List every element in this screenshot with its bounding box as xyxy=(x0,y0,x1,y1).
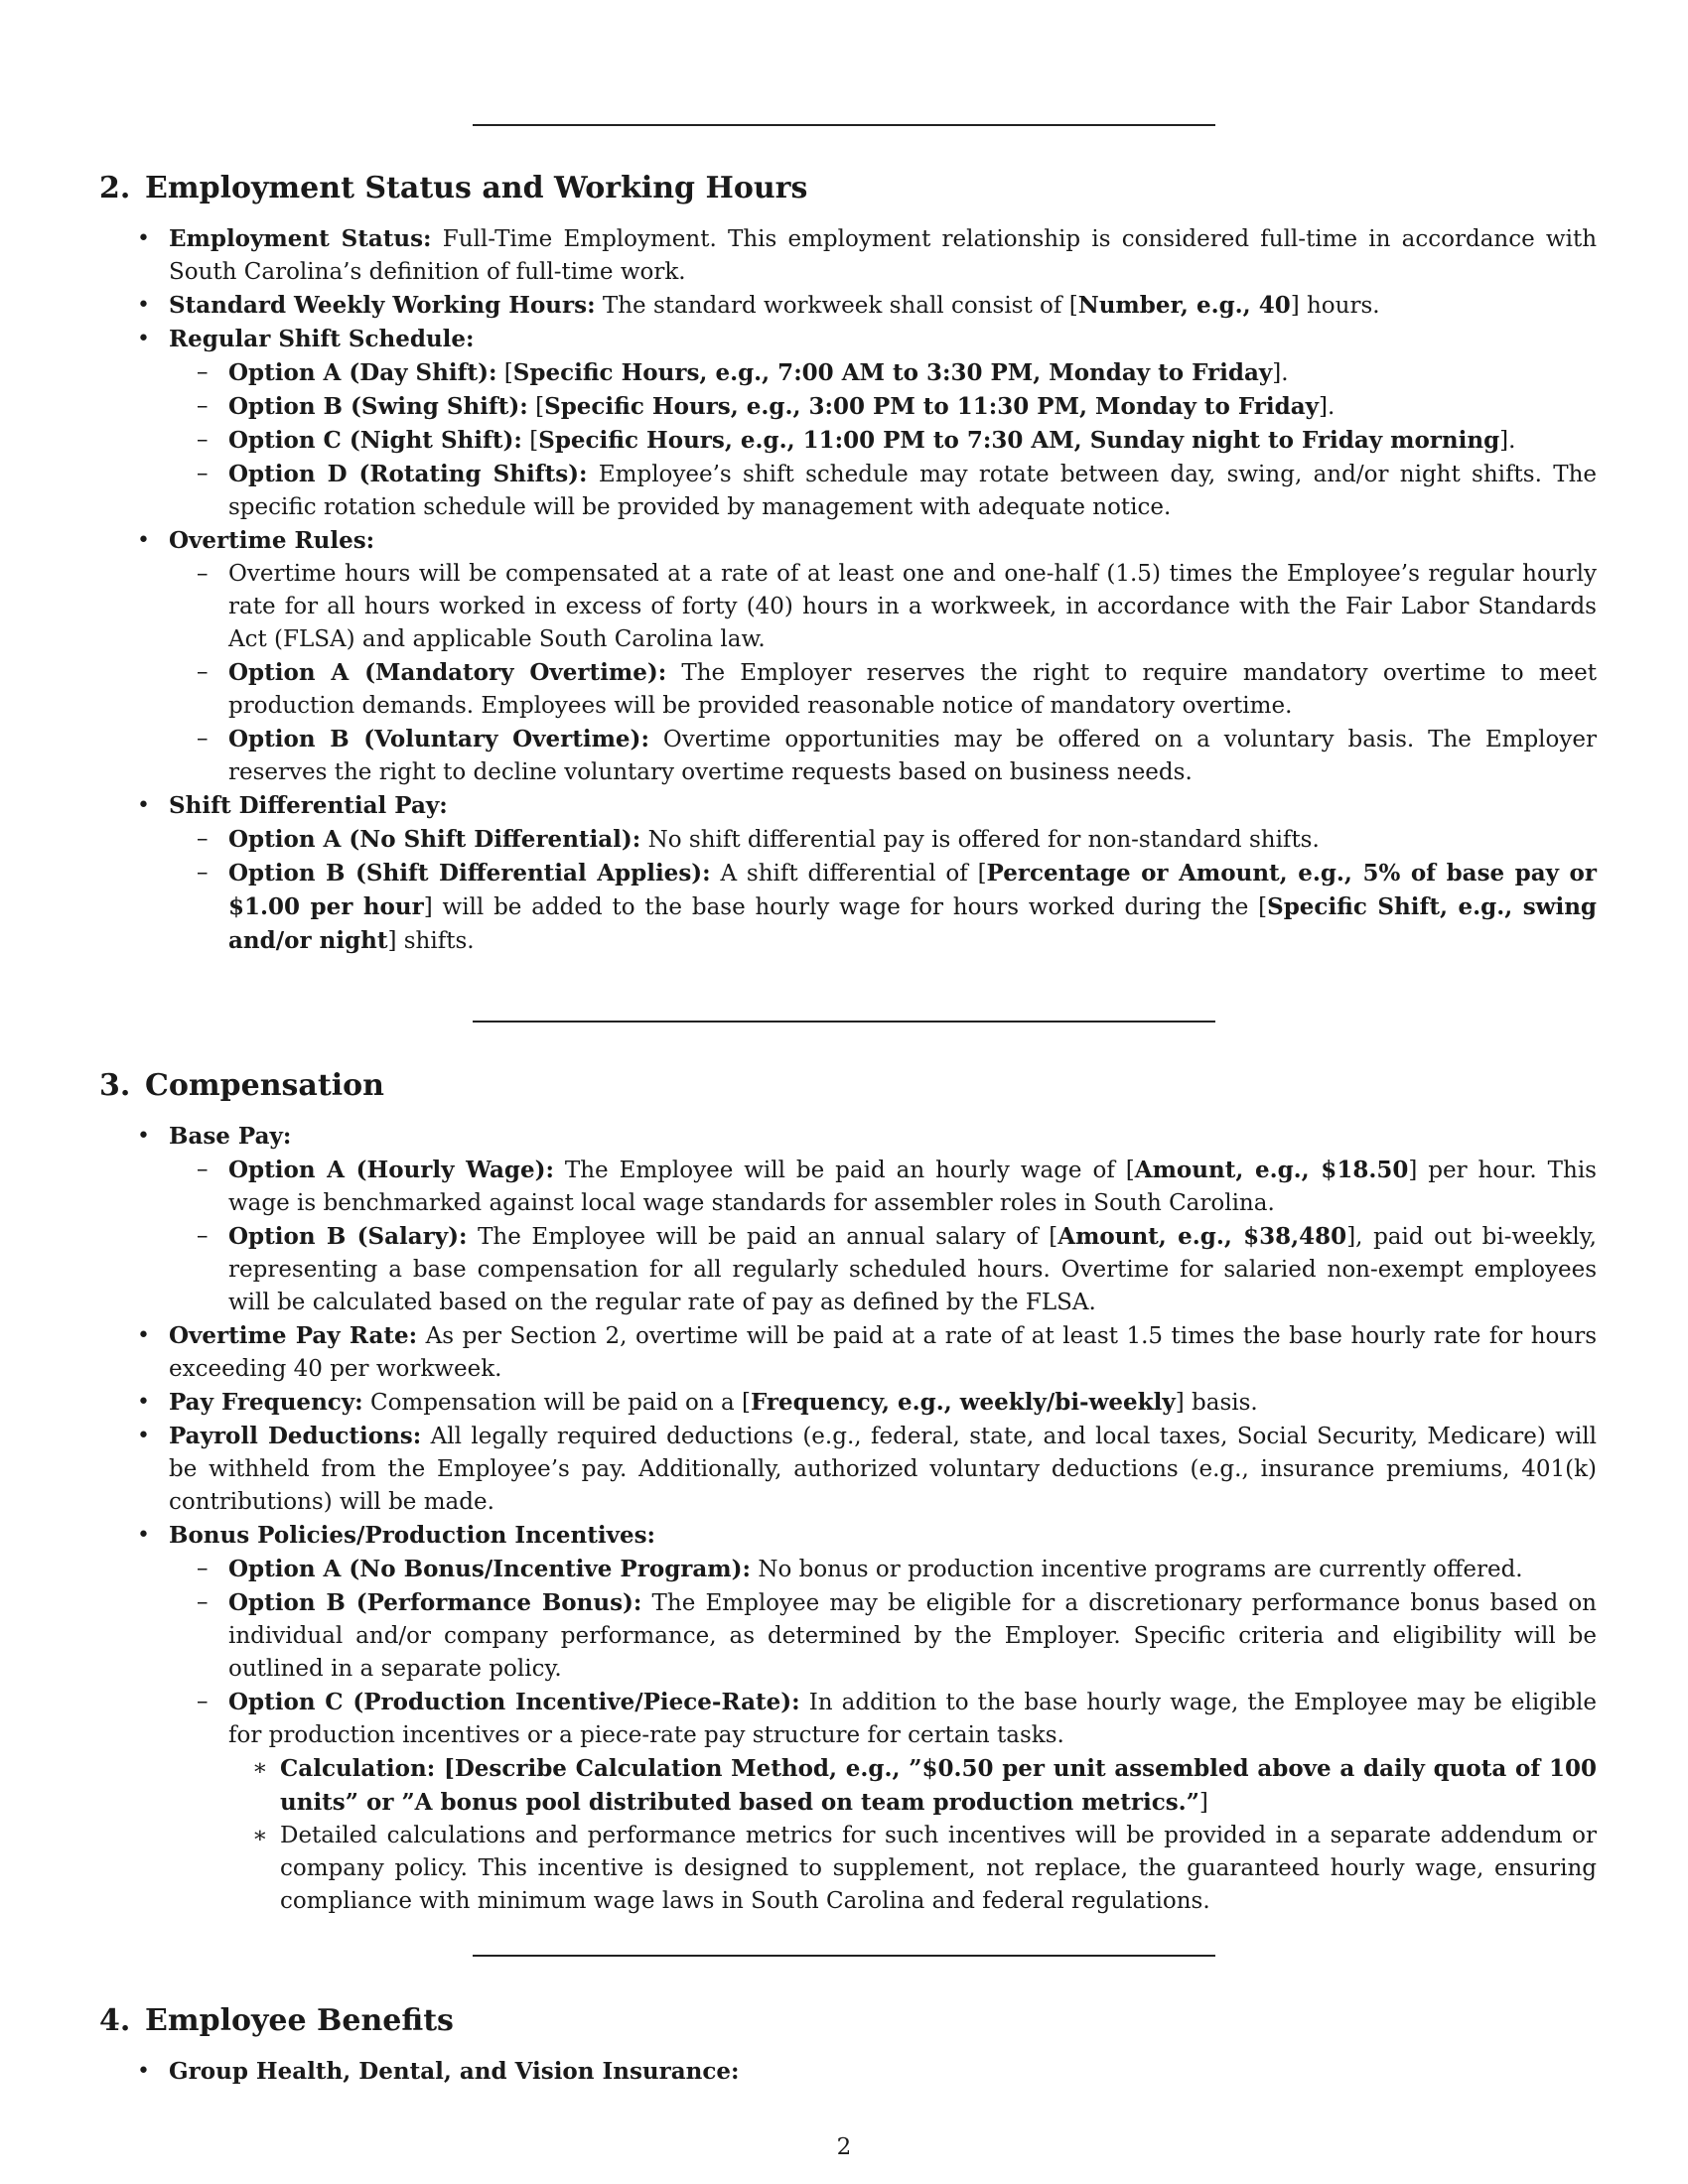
option-day-shift: – Option A (Day Shift): [Specific Hours, e.g., 7:00 AM to 3:30 PM, Monday to Friday]. xyxy=(0,356,1688,390)
detail-item: ∗ Detailed calculations and performance metrics for such incentives will be provided in a separate addendum or company policy. This incentive is designed to supplement, not replace, the guaranteed hourly wage, ensuring compliance with minimum wage laws in South Carolina and federal regulations. xyxy=(0,1820,1688,1918)
section-2-heading: 2. Employment Status and Working Hours xyxy=(99,171,808,205)
option-mandatory-overtime: – Option A (Mandatory Overtime): The Employer reserves the right to require mandatory overtime to meet production demands. Employees will be provided reasonable notice of mandatory overtime. xyxy=(0,656,1688,723)
section-3-body xyxy=(0,1120,1688,1918)
page-number: 2 xyxy=(836,2134,852,2160)
list-item-overtime-pay-rate: • Overtime Pay Rate: As per Section 2, overtime will be paid at a rate of at least 1.5 times the base hourly rate for hours exceeding 40 per workweek. xyxy=(0,1319,1688,1386)
option-hourly-wage: – Option A (Hourly Wage): The Employee will be paid an hourly wage of [Amount, e.g., $18.50] per hour. This wage is benchmarked against local wage standards for assembler roles in South Carolina. xyxy=(0,1154,1688,1220)
option-no-shift-differential: – Option A (No Shift Differential): No shift differential pay is offered for non-standard shifts. xyxy=(0,823,1688,857)
calculation-item: ∗ Calculation: [Describe Calculation Method, e.g., ”$0.50 per unit assembled above a daily quota of 100 units” or ”A bonus pool distributed based on team production metrics.”] xyxy=(0,1752,1688,1820)
section-divider xyxy=(473,1021,1215,1023)
option-performance-bonus: – Option B (Performance Bonus): The Employee may be eligible for a discretionary performance bonus based on individual and/or company performance, as determined by the Employer. Specific criteria and eligibility will be outlined in a separate policy. xyxy=(0,1586,1688,1686)
list-item-employment-status: • Employment Status: Full-Time Employment. This employment relationship is considered full-time in accordance with South Carolina’s definition of full-time work. xyxy=(0,222,1688,289)
list-item-base-pay: • Base Pay: – Option A (Hourly Wage): The Employee will be paid an hourly wage of [Amount, e.g., $18.50] per hour. This wage is benchmarked against local wage standards for assembler roles in South Carolina. – Option B (Salary): The Employee will be paid an annual salary of [Amount, e.g., $38,480], paid out bi-weekly, representing a base compensation for all regularly scheduled hours. Overtime for salaried non-exempt employees will be calculated based on the regular rate of pay as defined by the FLSA. xyxy=(0,1120,1688,1319)
list-item-pay-frequency: • Pay Frequency: Compensation will be paid on a [Frequency, e.g., weekly/bi-weekly] basis. xyxy=(0,1386,1688,1420)
section-divider xyxy=(473,1955,1215,1957)
option-night-shift: – Option C (Night Shift): [Specific Hours, e.g., 11:00 PM to 7:30 AM, Sunday night to Friday morning]. xyxy=(0,424,1688,458)
option-production-incentive: – Option C (Production Incentive/Piece-Rate): In addition to the base hourly wage, the Employee may be eligible for production incentives or a piece-rate pay structure for certain tasks. ∗ Calculation: [Describe Calculation Method, e.g., ”$0.50 per unit assembled above a daily quota of 100 units” or ”A bonus pool distributed based on team production metrics.”] ∗ Detailed calculations and performance metrics for such incentives will be provided in a separate addendum or company policy. This incentive is designed to supplement, not replace, the guaranteed hourly wage, ensuring compliance with minimum wage laws in South Carolina and federal regulations. xyxy=(0,1686,1688,1918)
section-4-body xyxy=(0,2055,1688,2089)
list-item-weekly-hours: • Standard Weekly Working Hours: The standard workweek shall consist of [Number, e.g., 40] hours. xyxy=(0,289,1688,323)
option-swing-shift: – Option B (Swing Shift): [Specific Hours, e.g., 3:00 PM to 11:30 PM, Monday to Friday]. xyxy=(0,390,1688,424)
option-voluntary-overtime: – Option B (Voluntary Overtime): Overtime opportunities may be offered on a voluntary basis. The Employer reserves the right to decline voluntary overtime requests based on business needs. xyxy=(0,723,1688,789)
option-shift-differential-applies: – Option B (Shift Differential Applies): A shift differential of [Percentage or Amount, e.g., 5% of base pay or $1.00 per hour] will be added to the base hourly wage for hours worked during the [Specific Shift, e.g., swing and/or night] shifts. xyxy=(0,857,1688,958)
list-item-payroll-deductions: • Payroll Deductions: All legally required deductions (e.g., federal, state, and local taxes, Social Security, Medicare) will be withheld from the Employee’s pay. Additionally, authorized voluntary deductions (e.g., insurance premiums, 401(k) contributions) will be made. xyxy=(0,1420,1688,1519)
section-3-heading: 3. Compensation xyxy=(99,1068,384,1103)
option-no-bonus: – Option A (No Bonus/Incentive Program): No bonus or production incentive programs are currently offered. xyxy=(0,1553,1688,1586)
option-rotating-shifts: – Option D (Rotating Shifts): Employee’s shift schedule may rotate between day, swing, and/or night shifts. The specific rotation schedule will be provided by management with adequate notice. xyxy=(0,458,1688,524)
list-item-bonus-policies: • Bonus Policies/Production Incentives: – Option A (No Bonus/Incentive Program): No bonus or production incentive programs are currently offered. – Option B (Performance Bonus): The Employee may be eligible for a discretionary performance bonus based on individual and/or company performance, as determined by the Employer. Specific criteria and eligibility will be outlined in a separate policy. – Option C (Production Incentive/Piece-Rate): In addition to the base hourly wage, the Employee may be eligible for production incentives or a piece-rate pay structure for certain tasks. ∗ Calculation: [Describe Calculation Method, e.g., ”$0.50 per unit assembled above a daily quota of 100 units” or ”A bonus pool distributed based on team production metrics.”] ∗ Detailed calculations and performance metrics for such incentives will be provided in a separate addendum or company policy. This incentive is designed to supplement, not replace, the guaranteed hourly wage, ensuring compliance with minimum wage laws in South Carolina and federal regulations. xyxy=(0,1519,1688,1918)
option-salary: – Option B (Salary): The Employee will be paid an annual salary of [Amount, e.g., $38,480], paid out bi-weekly, representing a base compensation for all regularly scheduled hours. Overtime for salaried non-exempt employees will be calculated based on the regular rate of pay as defined by the FLSA. xyxy=(0,1220,1688,1319)
list-item-shift-differential: • Shift Differential Pay: – Option A (No Shift Differential): No shift differential pay is offered for non-standard shifts. – Option B (Shift Differential Applies): A shift differential of [Percentage or Amount, e.g., 5% of base pay or $1.00 per hour] will be added to the base hourly wage for hours worked during the [Specific Shift, e.g., swing and/or night] shifts. xyxy=(0,789,1688,958)
list-item-group-insurance: • Group Health, Dental, and Vision Insurance: xyxy=(0,2055,1688,2089)
list-item-shift-schedule: • Regular Shift Schedule: – Option A (Day Shift): [Specific Hours, e.g., 7:00 AM to 3:30 PM, Monday to Friday]. – Option B (Swing Shift): [Specific Hours, e.g., 3:00 PM to 11:30 PM, Monday to Friday]. – Option C (Night Shift): [Specific Hours, e.g., 11:00 PM to 7:30 AM, Sunday night to Friday morning]. – Option D (Rotating Shifts): Employee’s shift schedule may rotate between day, swing, and/or night shifts. The specific rotation schedule will be provided by management with adequate notice. xyxy=(0,323,1688,524)
overtime-general: – Overtime hours will be compensated at a rate of at least one and one-half (1.5) times the Employee’s regular hourly rate for all hours worked in excess of forty (40) hours in a workweek, in accordance with the Fair Labor Standards Act (FLSA) and applicable South Carolina law. xyxy=(0,558,1688,656)
list-item-overtime-rules: • Overtime Rules: – Overtime hours will be compensated at a rate of at least one and one-half (1.5) times the Employee’s regular hourly rate for all hours worked in excess of forty (40) hours in a workweek, in accordance with the Fair Labor Standards Act (FLSA) and applicable South Carolina law. – Option A (Mandatory Overtime): The Employer reserves the right to require mandatory overtime to meet production demands. Employees will be provided reasonable notice of mandatory overtime. – Option B (Voluntary Overtime): Overtime opportunities may be offered on a voluntary basis. The Employer reserves the right to decline voluntary overtime requests based on business needs. xyxy=(0,524,1688,789)
section-2-body xyxy=(0,222,1688,958)
section-divider xyxy=(473,124,1215,126)
section-4-heading: 4. Employee Benefits xyxy=(99,2003,454,2038)
